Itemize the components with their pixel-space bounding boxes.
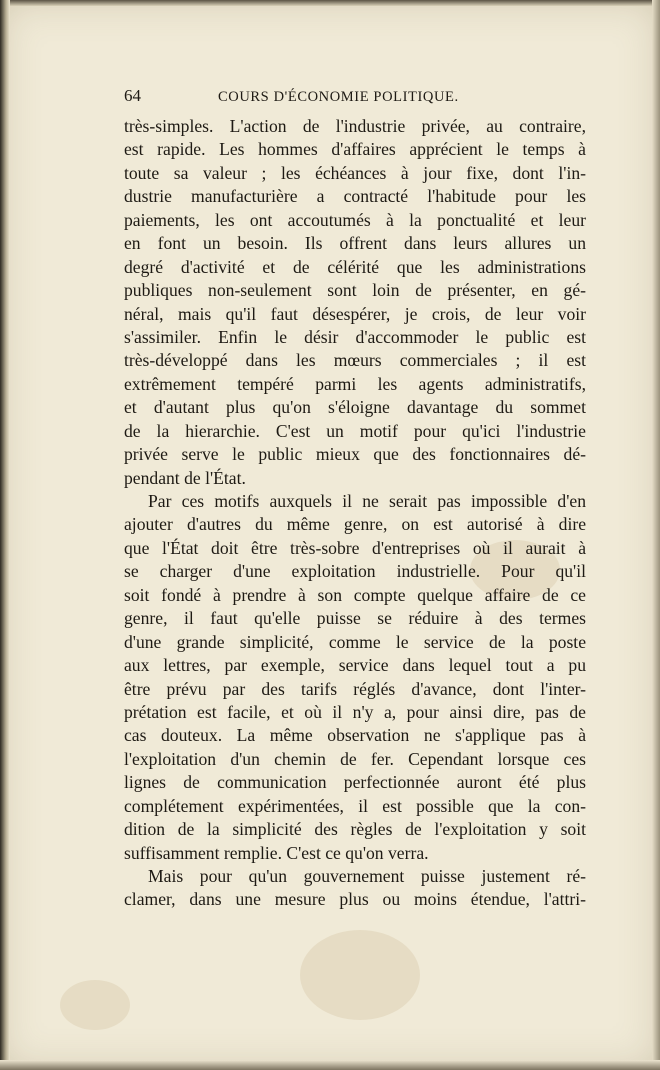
text-line: cas douteux. La même observation ne s'applique pas à bbox=[124, 725, 586, 746]
text-line: suffisamment remplie. C'est ce qu'on verra. bbox=[124, 842, 429, 863]
page-edge-top bbox=[0, 0, 660, 6]
text-line: d'une grande simplicité, comme le service de la poste bbox=[124, 631, 586, 652]
text-line: très-simples. L'action de l'industrie privée, au contraire, bbox=[124, 116, 586, 136]
text-line: toute sa valeur ; les échéances à jour fixe, dont l'in- bbox=[124, 162, 586, 183]
text-line: paiements, les ont accoutumés à la ponctualité et leur bbox=[124, 209, 586, 230]
page-edge-bottom bbox=[0, 1060, 660, 1070]
text-line: en font un besoin. Ils offrent dans leurs allures un bbox=[124, 233, 586, 254]
text-line: clamer, dans une mesure plus ou moins étendue, l'attri- bbox=[124, 889, 586, 910]
page-content bbox=[124, 86, 586, 912]
text-line: pendant de l'État. bbox=[124, 467, 246, 488]
text-line: s'assimiler. Enfin le désir d'accommoder le public est bbox=[124, 326, 586, 347]
paragraph-2 bbox=[124, 490, 586, 865]
running-head bbox=[124, 86, 586, 112]
text-line: publiques non-seulement sont loin de présenter, en gé- bbox=[124, 280, 586, 301]
text-line: dition de la simplicité des règles de l'exploitation y soit bbox=[124, 819, 586, 840]
paper-stain bbox=[60, 980, 130, 1030]
text-line: soit fondé à prendre à son compte quelque affaire de ce bbox=[124, 584, 586, 605]
running-title: COURS D'ÉCONOMIE POLITIQUE. bbox=[218, 89, 459, 105]
text-line: de la hierarchie. C'est un motif pour qu'ici l'industrie bbox=[124, 420, 586, 441]
page-edge-right bbox=[652, 0, 660, 1070]
text-line: que l'État doit être très-sobre d'entreprises où il aurait à bbox=[124, 537, 586, 558]
text-line: dustrie manufacturière a contracté l'habitude pour les bbox=[124, 186, 586, 207]
text-line: néral, mais qu'il faut désespérer, je crois, de leur voir bbox=[124, 303, 586, 324]
text-line: très-développé dans les mœurs commerciales ; il est bbox=[124, 350, 586, 371]
text-line: aux lettres, par exemple, service dans lequel tout a pu bbox=[124, 655, 586, 676]
page-number: 64 bbox=[124, 86, 141, 105]
text-line: extrêmement tempéré parmi les agents administratifs, bbox=[124, 373, 586, 394]
text-line: complétement expérimentées, il est possible que la con- bbox=[124, 795, 586, 816]
text-line: ajouter d'autres du même genre, on est autorisé à dire bbox=[124, 514, 586, 535]
text-line: prétation est facile, et où il n'y a, pour ainsi dire, pas de bbox=[124, 701, 586, 722]
text-line: privée serve le public mieux que des fonctionnaires dé- bbox=[124, 444, 586, 465]
text-line: lignes de communication perfectionnée auront été plus bbox=[124, 772, 586, 793]
page-edge-left bbox=[0, 0, 10, 1070]
text-line: est rapide. Les hommes d'affaires apprécient le temps à bbox=[124, 139, 586, 160]
text-line: être prévu par des tarifs réglés d'avance, dont l'inter- bbox=[124, 678, 586, 699]
paper-stain bbox=[300, 930, 420, 1020]
text-line: genre, il faut qu'elle puisse se réduire à des termes bbox=[124, 608, 586, 629]
text-line: degré d'activité et de célérité que les administrations bbox=[124, 256, 586, 277]
text-line: se charger d'une exploitation industrielle. Pour qu'il bbox=[124, 561, 586, 582]
text-line: Par ces motifs auxquels il ne serait pas impossible d'en bbox=[148, 491, 586, 511]
text-line: et d'autant plus qu'on s'éloigne davantage du sommet bbox=[124, 397, 586, 418]
paragraph-3 bbox=[124, 865, 586, 912]
text-line: Mais pour qu'un gouvernement puisse justement ré- bbox=[148, 866, 586, 886]
paragraph-1 bbox=[124, 115, 586, 490]
text-line: l'exploitation d'un chemin de fer. Cependant lorsque ces bbox=[124, 748, 586, 769]
